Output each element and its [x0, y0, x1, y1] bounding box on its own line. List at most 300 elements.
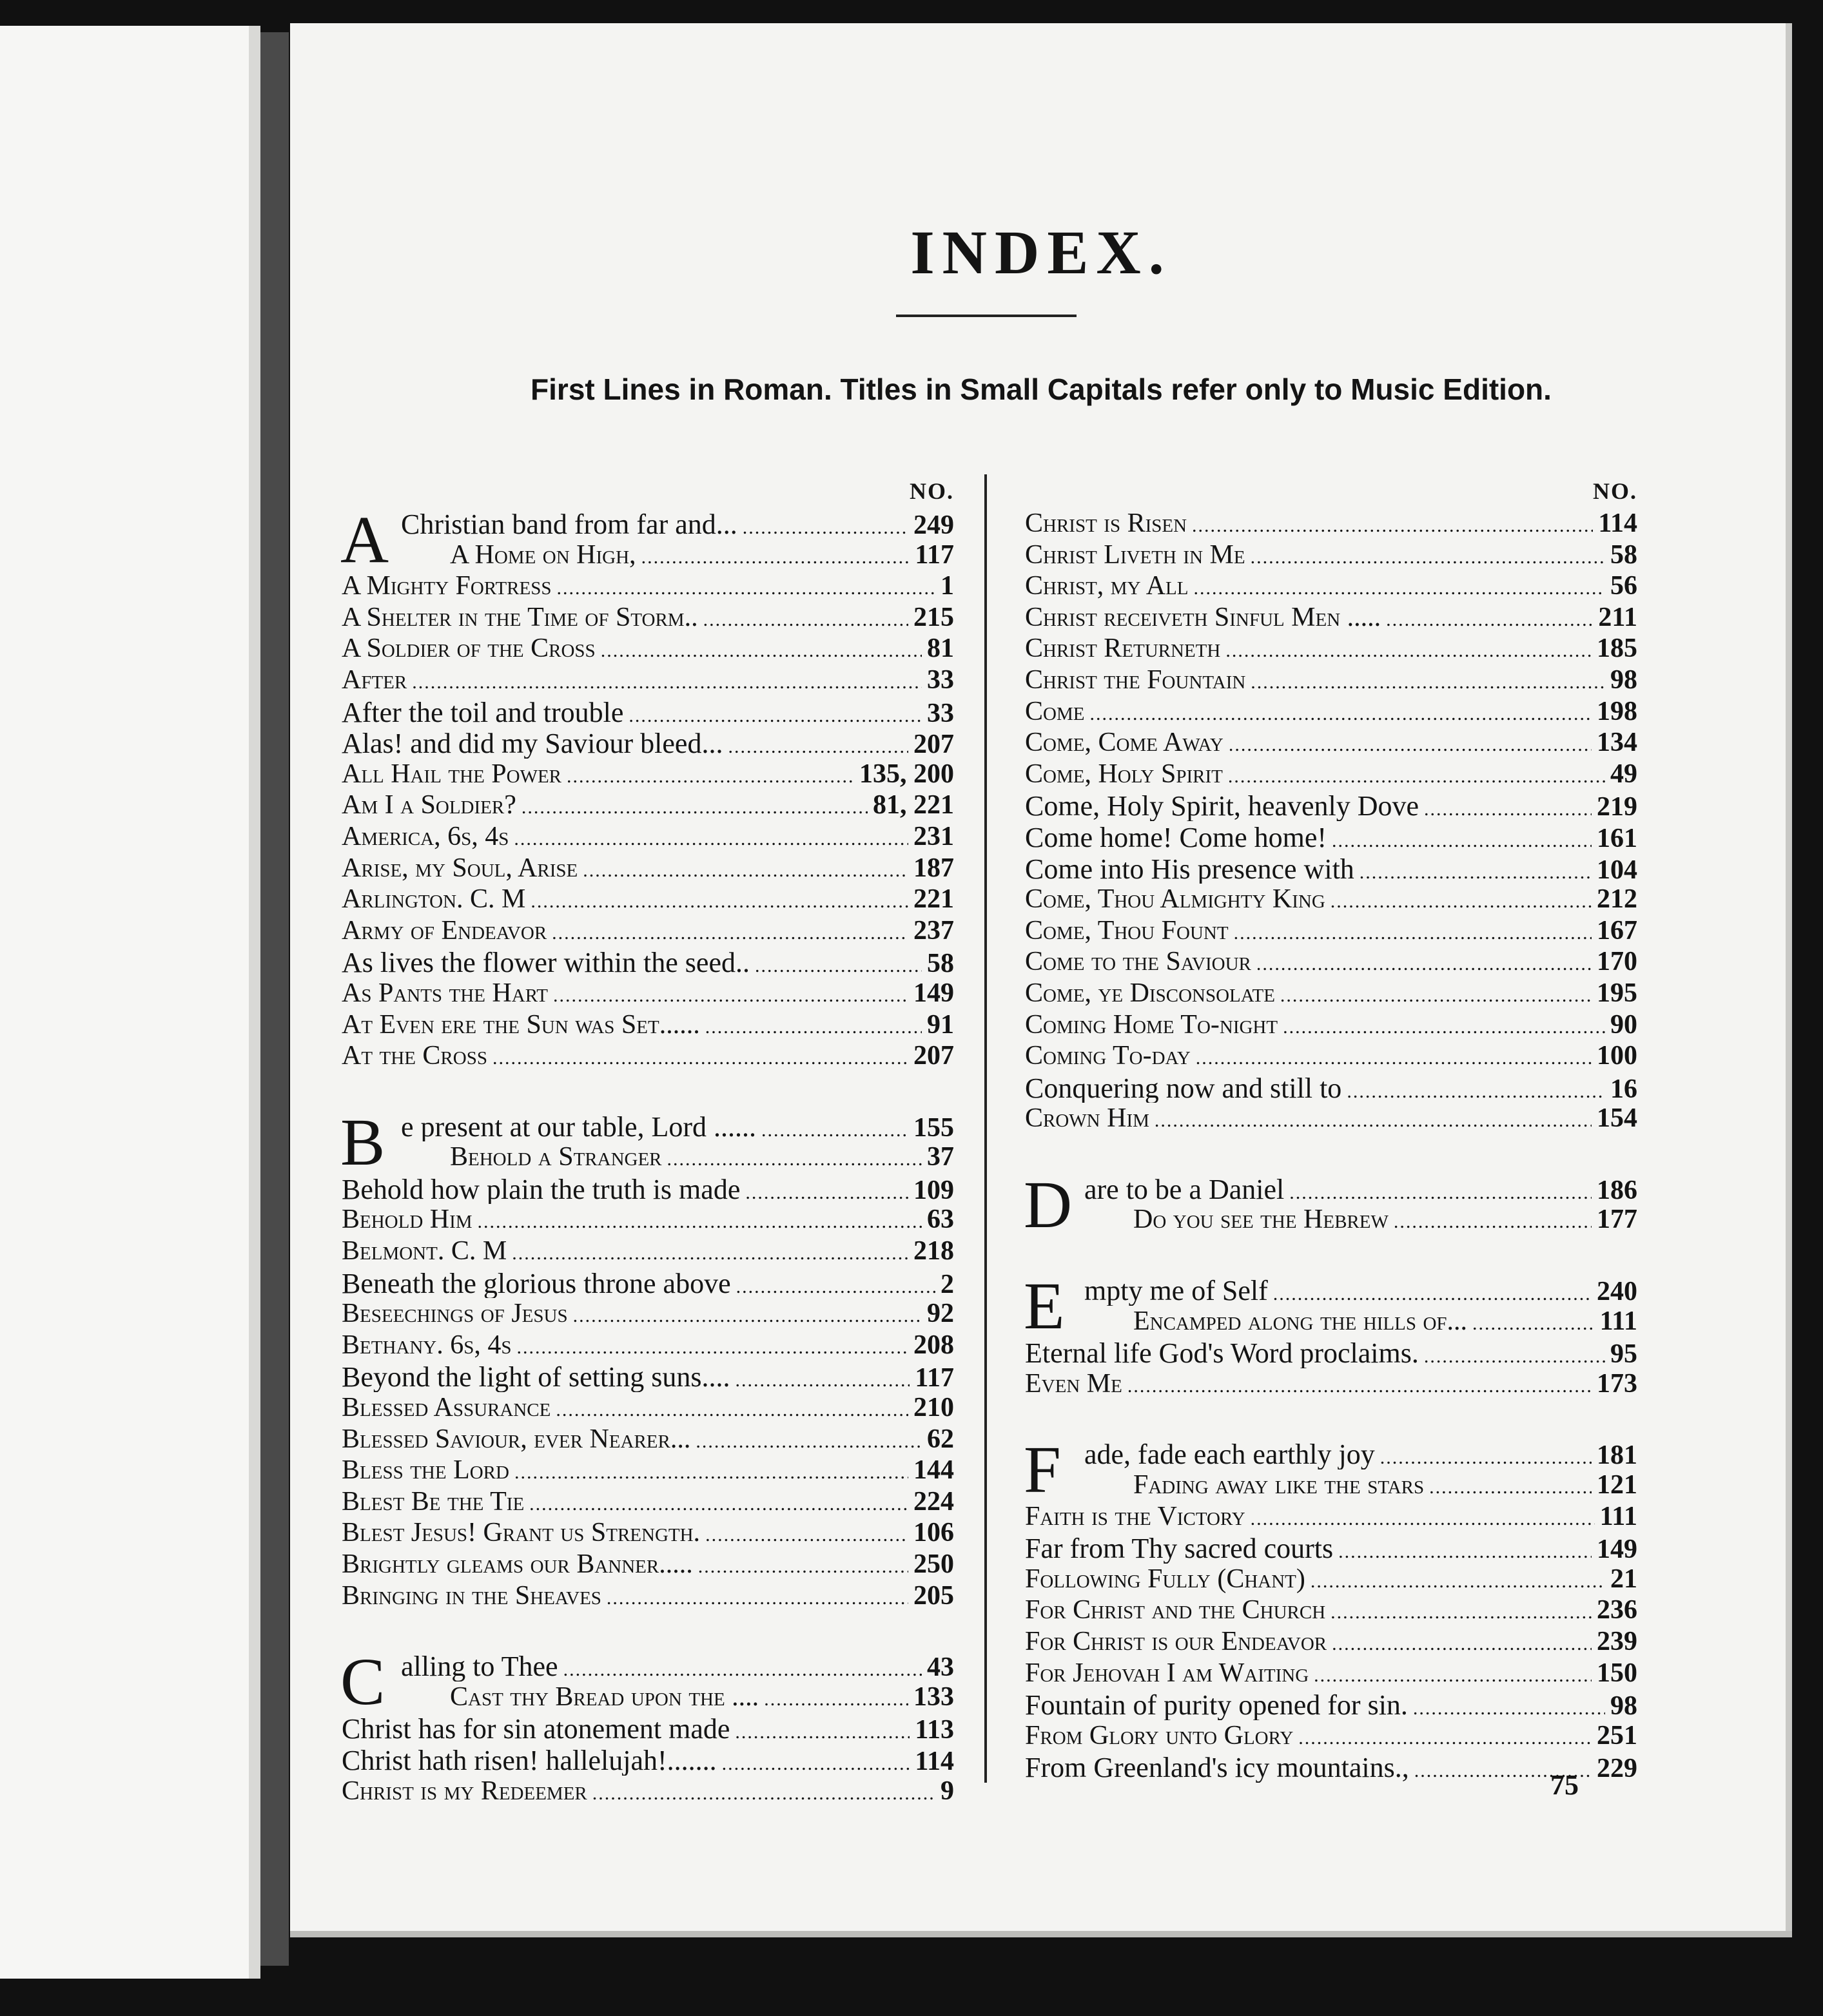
index-entry: [342, 1549, 954, 1580]
hymn-number: 37: [927, 1142, 954, 1172]
hymn-number: 104: [1597, 855, 1637, 884]
hymn-number: 221: [913, 884, 954, 915]
entry-title: alling to Thee: [401, 1651, 558, 1682]
index-entry: [1025, 508, 1637, 539]
entry-title: America, 6s, 4s: [342, 821, 509, 851]
leader-dots: [722, 1753, 910, 1775]
entry-title: From Greenland's icy mountains.,: [1025, 1752, 1409, 1783]
hymn-number: 211: [1598, 602, 1637, 632]
leader-dots: [607, 1587, 908, 1609]
index-entry-first: [1025, 1173, 1637, 1205]
entry-title: Behold Him: [342, 1205, 473, 1235]
drop-cap-letter: D: [1024, 1167, 1073, 1242]
index-entry: [1025, 570, 1637, 602]
entry-title: Christ Liveth in Me: [1025, 539, 1245, 570]
index-entry: [342, 884, 954, 915]
entry-title: Coming Home To-night: [1025, 1009, 1278, 1040]
leader-dots: [1386, 609, 1593, 631]
leader-dots: [705, 1524, 908, 1546]
index-entry: [342, 1392, 954, 1424]
hymn-number: 114: [915, 1746, 954, 1776]
entry-title: After: [342, 664, 407, 695]
leader-dots: [1314, 1665, 1592, 1687]
hymn-number: 95: [1610, 1339, 1637, 1368]
entry-title: Encamped along the hills of...: [1133, 1306, 1468, 1336]
entry-title: Come, ye Disconsolate: [1025, 978, 1275, 1008]
leader-dots: [514, 828, 908, 850]
leader-dots: [512, 1243, 908, 1265]
index-entry: [342, 1455, 954, 1486]
hymn-number: 170: [1597, 947, 1637, 977]
leader-dots: [412, 672, 922, 693]
hymn-number: 63: [927, 1205, 954, 1235]
index-entry: [1025, 1658, 1637, 1689]
index-entry: [342, 1267, 954, 1299]
hymn-number: 49: [1610, 759, 1637, 789]
entry-title: Christ, my All: [1025, 571, 1189, 601]
entry-title: Fading away like the stars: [1133, 1470, 1425, 1500]
index-page: [290, 23, 1792, 1937]
hymn-number: 219: [1597, 792, 1637, 821]
hymn-number: 117: [915, 539, 954, 570]
hymn-number: 207: [913, 1041, 954, 1071]
hymn-number: 198: [1597, 696, 1637, 726]
hymn-number: 114: [1598, 509, 1637, 538]
entry-title: Fountain of purity opened for sin.: [1025, 1689, 1408, 1720]
hymn-number: 181: [1597, 1440, 1637, 1470]
leader-dots: [1311, 1571, 1605, 1593]
index-entry: [342, 790, 954, 821]
page-number: 75: [1550, 1769, 1579, 1801]
index-entry: [342, 1424, 954, 1455]
entry-title: At the Cross: [342, 1041, 487, 1071]
index-entry: [1025, 759, 1637, 790]
leader-dots: [735, 1721, 910, 1743]
drop-cap-letter: C: [340, 1645, 385, 1720]
index-entry-first: [342, 1110, 954, 1142]
index-entry: [342, 1580, 954, 1612]
index-entry: [342, 570, 954, 602]
leader-dots: [1472, 1313, 1595, 1335]
entry-title: are to be a Daniel: [1084, 1173, 1285, 1205]
leader-dots: [1331, 1602, 1592, 1623]
entry-title: Bless the Lord: [342, 1455, 509, 1486]
index-entry: [342, 759, 954, 790]
index-entry: [1025, 1337, 1637, 1368]
entry-title: For Jehovah I am Waiting: [1025, 1658, 1309, 1688]
index-entry: [1025, 696, 1637, 728]
hymn-number: 177: [1597, 1205, 1637, 1235]
hymn-number: 121: [1597, 1470, 1637, 1500]
entry-title: Coming To-day: [1025, 1041, 1191, 1071]
leader-dots: [563, 1659, 922, 1681]
entry-title: Come to the Saviour: [1025, 947, 1251, 977]
title-rule: [896, 315, 1077, 317]
leader-dots: [1251, 672, 1605, 693]
entry-title: At Even ere the Sun was Set......: [342, 1009, 700, 1040]
hymn-number: 58: [1610, 539, 1637, 570]
index-entry: [1025, 1751, 1637, 1783]
letter-group-d: [1024, 1167, 1637, 1242]
entry-title: Blest Be the Tie: [342, 1486, 525, 1517]
entry-title: Do you see the Hebrew: [1133, 1205, 1389, 1235]
index-entry: [342, 978, 954, 1009]
hymn-number: 134: [1597, 728, 1637, 758]
entry-title: Far from Thy sacred courts: [1025, 1533, 1334, 1564]
leader-dots: [1289, 1182, 1592, 1204]
entry-title: Come, Come Away: [1025, 728, 1223, 758]
leader-dots: [1127, 1375, 1592, 1397]
leader-dots: [1196, 1047, 1592, 1069]
index-entry: [1025, 1501, 1637, 1533]
index-entry: [1025, 664, 1637, 696]
hymn-number: 224: [913, 1486, 954, 1517]
leader-dots: [1332, 1633, 1592, 1655]
hymn-number: 113: [915, 1715, 954, 1744]
entry-title: Come, Holy Spirit: [1025, 759, 1223, 789]
entry-title: Eternal life God's Word proclaims.: [1025, 1337, 1419, 1368]
entry-title: As lives the flower within the seed..: [342, 947, 750, 978]
hymn-number: 21: [1610, 1564, 1637, 1594]
entry-title: Come into His presence with: [1025, 853, 1354, 884]
hymn-number: 229: [1597, 1754, 1637, 1783]
index-entry-second: [342, 1141, 954, 1173]
index-entry-first: [342, 508, 954, 539]
entry-title: Bringing in the Sheaves: [342, 1580, 601, 1611]
hymn-number: 208: [913, 1330, 954, 1360]
index-entry: [342, 1298, 954, 1330]
hymn-number: 92: [927, 1299, 954, 1329]
leader-dots: [761, 1119, 908, 1141]
leader-dots: [1283, 1016, 1605, 1038]
leader-dots: [1193, 577, 1605, 599]
index-entry: [1025, 915, 1637, 947]
index-entry: [342, 915, 954, 947]
entry-title: Come: [1025, 696, 1085, 726]
index-note: First Lines in Roman. Titles in Small Capitals refer only to Music Edition.: [531, 373, 1552, 406]
index-entry-second: [342, 1682, 954, 1713]
index-entry: [1025, 1626, 1637, 1658]
hymn-number: 90: [1610, 1009, 1637, 1040]
leader-dots: [492, 1047, 908, 1069]
index-entry: [342, 1712, 954, 1744]
leader-dots: [629, 705, 922, 727]
leader-dots: [764, 1689, 908, 1711]
hymn-number: 150: [1597, 1658, 1637, 1688]
entry-title: Christ is my Redeemer: [342, 1776, 587, 1806]
hymn-number: 33: [927, 698, 954, 728]
hymn-number: 212: [1597, 884, 1637, 915]
entry-title: Christian band from far and...: [401, 509, 737, 539]
index-entry-second: [1025, 1469, 1637, 1501]
entry-title: Blessed Assurance: [342, 1393, 551, 1423]
index-entry: [342, 1486, 954, 1518]
hymn-number: 154: [1597, 1103, 1637, 1134]
hymn-number: 155: [913, 1112, 954, 1142]
entry-title: As Pants the Hart: [342, 978, 549, 1008]
leader-dots: [567, 766, 854, 788]
book-gutter: [260, 32, 289, 1966]
leader-dots: [705, 1016, 922, 1038]
leader-dots: [1225, 640, 1592, 662]
hymn-number: 109: [913, 1175, 954, 1205]
letter-group-f: [1024, 1433, 1637, 1783]
entry-title: Arise, my Soul, Arise: [342, 853, 578, 883]
index-entry: [1025, 602, 1637, 634]
leader-dots: [755, 955, 922, 977]
entry-title: Christ has for sin atonement made: [342, 1713, 730, 1744]
entry-title: Beyond the light of setting suns....: [342, 1361, 730, 1393]
hymn-number: 250: [913, 1549, 954, 1579]
page-title: INDEX.: [910, 218, 1172, 287]
leader-dots: [641, 547, 910, 568]
index-entry: [1025, 633, 1637, 664]
entry-title: Christ receiveth Sinful Men .....: [1025, 602, 1381, 632]
entry-title: Behold how plain the truth is made: [342, 1173, 741, 1205]
leader-dots: [1256, 953, 1592, 975]
entry-title: A Mighty Fortress: [342, 571, 552, 601]
entry-title: Conquering now and still to: [1025, 1072, 1342, 1103]
entry-title: Bethany. 6s, 4s: [342, 1330, 512, 1360]
entry-title: Come, Holy Spirit, heavenly Dove: [1025, 790, 1419, 821]
hymn-number: 173: [1597, 1368, 1637, 1399]
entry-title: All Hail the Power: [342, 759, 562, 789]
index-entry: [1025, 790, 1637, 821]
hymn-number: 9: [941, 1776, 954, 1806]
number-column-header: NO.: [1593, 478, 1637, 504]
entry-title: Christ is Risen: [1025, 509, 1187, 538]
leader-dots: [1228, 766, 1605, 788]
leader-dots: [1273, 1283, 1592, 1305]
hymn-number: 16: [1610, 1074, 1637, 1103]
index-entry: [1025, 1689, 1637, 1720]
index-entry: [342, 1330, 954, 1361]
leader-dots: [1229, 734, 1592, 756]
hymn-number: 149: [913, 978, 954, 1008]
leader-dots: [1424, 1346, 1605, 1368]
hymn-number: 98: [1610, 664, 1637, 695]
hymn-number: 149: [1597, 1535, 1637, 1564]
hymn-number: 207: [913, 730, 954, 759]
leader-dots: [1338, 1541, 1592, 1563]
leader-dots: [556, 1399, 908, 1421]
hymn-number: 210: [913, 1393, 954, 1423]
leader-dots: [1251, 547, 1605, 568]
leader-dots: [698, 1556, 908, 1578]
hymn-number: 2: [941, 1269, 954, 1299]
entry-title: A Home on High,: [450, 539, 636, 570]
index-entry-second: [342, 539, 954, 571]
hymn-number: 106: [913, 1518, 954, 1548]
hymn-number: 237: [913, 915, 954, 945]
entry-title: For Christ is our Endeavor: [1025, 1627, 1327, 1656]
index-entry: [342, 1776, 954, 1807]
leader-dots: [1298, 1727, 1592, 1749]
leader-dots: [1424, 799, 1592, 820]
leader-dots: [736, 1276, 935, 1298]
hymn-number: 144: [913, 1455, 954, 1486]
hymn-number: 187: [913, 853, 954, 883]
index-column-right: [1025, 474, 1637, 1783]
entry-title: Arlington. C. M: [342, 884, 526, 915]
index-entry-second: [1025, 1306, 1637, 1337]
hymn-number: 231: [913, 821, 954, 851]
index-entry: [342, 602, 954, 634]
leader-dots: [573, 1305, 922, 1327]
index-entry: [1025, 1040, 1637, 1072]
hymn-number: 1: [941, 571, 954, 601]
index-entry: [1025, 946, 1637, 978]
hymn-number: 135, 200: [859, 759, 954, 789]
entry-title: Come, Thou Fount: [1025, 915, 1229, 945]
leader-dots: [743, 517, 908, 539]
index-column-left: [342, 474, 954, 1807]
entry-title: From Glory unto Glory: [1025, 1720, 1294, 1750]
leader-dots: [529, 1493, 908, 1515]
index-entry: [342, 1173, 954, 1205]
index-entry: [342, 1236, 954, 1267]
hymn-number: 185: [1597, 634, 1637, 664]
hymn-number: 249: [913, 510, 954, 539]
index-entry: [1025, 727, 1637, 759]
entry-title: Faith is the Victory: [1025, 1501, 1245, 1531]
hymn-number: 186: [1597, 1175, 1637, 1205]
index-entry: [1025, 1720, 1637, 1752]
leader-dots: [728, 736, 908, 758]
entry-title: ade, fade each earthly joy: [1084, 1439, 1375, 1470]
index-entry: [342, 633, 954, 664]
entry-title: Come home! Come home!: [1025, 821, 1327, 853]
entry-title: Even Me: [1025, 1368, 1122, 1399]
leader-dots: [667, 1149, 922, 1170]
entry-title: A Shelter in the Time of Storm..: [342, 602, 698, 632]
hymn-number: 240: [1597, 1277, 1637, 1306]
index-entry: [342, 696, 954, 728]
entry-title: A Soldier of the Cross: [342, 634, 596, 664]
letter-group-a: [340, 503, 954, 1072]
entry-title: Cast thy Bread upon the ....: [450, 1682, 759, 1712]
leader-dots: [1360, 862, 1592, 884]
hymn-number: 133: [913, 1682, 954, 1712]
index-entry: [342, 853, 954, 884]
index-entry-first: [1025, 1274, 1637, 1306]
leader-dots: [531, 891, 908, 913]
index-entry-second: [1025, 1204, 1637, 1236]
leader-dots: [553, 985, 908, 1007]
leader-dots: [703, 609, 908, 631]
index-entry: [342, 1744, 954, 1776]
index-entry: [342, 727, 954, 759]
leader-dots: [522, 797, 868, 819]
leader-dots: [696, 1431, 922, 1453]
entry-title: e present at our table, Lord ......: [401, 1110, 757, 1142]
leader-dots: [736, 1370, 910, 1391]
leader-dots: [1089, 703, 1592, 725]
hymn-number: 251: [1597, 1720, 1637, 1750]
hymn-number: 215: [913, 602, 954, 632]
leader-dots: [1413, 1698, 1605, 1720]
index-entry: [1025, 539, 1637, 571]
index-entry: [1025, 978, 1637, 1009]
leader-dots: [514, 1462, 908, 1484]
drop-cap-letter: B: [340, 1105, 385, 1179]
index-entry: [342, 664, 954, 696]
column-divider: [984, 474, 987, 1783]
index-entry: [342, 821, 954, 853]
leader-dots: [1234, 922, 1592, 944]
index-entry: [1025, 853, 1637, 884]
leader-dots: [1347, 1081, 1605, 1103]
leader-dots: [745, 1182, 908, 1204]
leader-dots: [552, 922, 908, 944]
entry-title: Belmont. C. M: [342, 1236, 507, 1266]
hymn-number: 111: [1599, 1306, 1637, 1336]
hymn-number: 111: [1599, 1501, 1637, 1531]
drop-cap-letter: F: [1024, 1433, 1061, 1507]
drop-cap-letter: E: [1024, 1269, 1065, 1344]
index-entry: [342, 1009, 954, 1041]
hymn-number: 239: [1597, 1627, 1637, 1656]
leader-dots: [1155, 1110, 1592, 1132]
index-entry: [1025, 1368, 1637, 1400]
number-column-header: NO.: [910, 478, 954, 504]
entry-title: Behold a Stranger: [450, 1142, 662, 1172]
leader-dots: [583, 860, 908, 882]
hymn-number: 100: [1597, 1041, 1637, 1071]
entry-title: Christ hath risen! hallelujah!.......: [342, 1744, 717, 1776]
leader-dots: [1429, 1477, 1592, 1498]
index-entry: [342, 1517, 954, 1549]
entry-title: Crown Him: [1025, 1103, 1149, 1134]
entry-title: Christ the Fountain: [1025, 664, 1246, 695]
hymn-number: 58: [927, 949, 954, 978]
hymn-number: 56: [1610, 571, 1637, 601]
hymn-number: 91: [927, 1009, 954, 1040]
entry-title: Blessed Saviour, ever Nearer...: [342, 1424, 691, 1454]
entry-title: Blest Jesus! Grant us Strength.: [342, 1518, 701, 1548]
hymn-number: 236: [1597, 1595, 1637, 1625]
leader-dots: [1394, 1211, 1592, 1233]
index-entry: [342, 1361, 954, 1392]
leader-dots: [516, 1337, 908, 1359]
leader-dots: [592, 1783, 935, 1805]
index-entry: [1025, 1594, 1637, 1626]
hymn-number: 81: [927, 634, 954, 664]
index-entry: [1025, 821, 1637, 853]
index-entry: [342, 946, 954, 978]
entry-title: Army of Endeavor: [342, 915, 547, 945]
hymn-number: 62: [927, 1424, 954, 1454]
hymn-number: 43: [927, 1653, 954, 1682]
leader-dots: [1251, 1508, 1595, 1530]
hymn-number: 33: [927, 664, 954, 695]
index-entry-first: [342, 1650, 954, 1682]
hymn-number: 81, 221: [873, 790, 954, 820]
entry-title: Alas! and did my Saviour bleed...: [342, 728, 723, 759]
index-entry: [1025, 1103, 1637, 1134]
facing-page: [0, 26, 260, 1979]
hymn-number: 167: [1597, 915, 1637, 945]
entry-title: Come, Thou Almighty King: [1025, 884, 1325, 915]
entry-title: For Christ and the Church: [1025, 1595, 1326, 1625]
letter-group-e: [1024, 1269, 1637, 1399]
leader-dots: [1280, 985, 1592, 1007]
entry-title: Following Fully (Chant): [1025, 1564, 1305, 1594]
hymn-number: 205: [913, 1580, 954, 1611]
entry-title: Beseechings of Jesus: [342, 1299, 568, 1329]
leader-dots: [601, 640, 922, 662]
entry-title: Brightly gleams our Banner.....: [342, 1549, 693, 1579]
